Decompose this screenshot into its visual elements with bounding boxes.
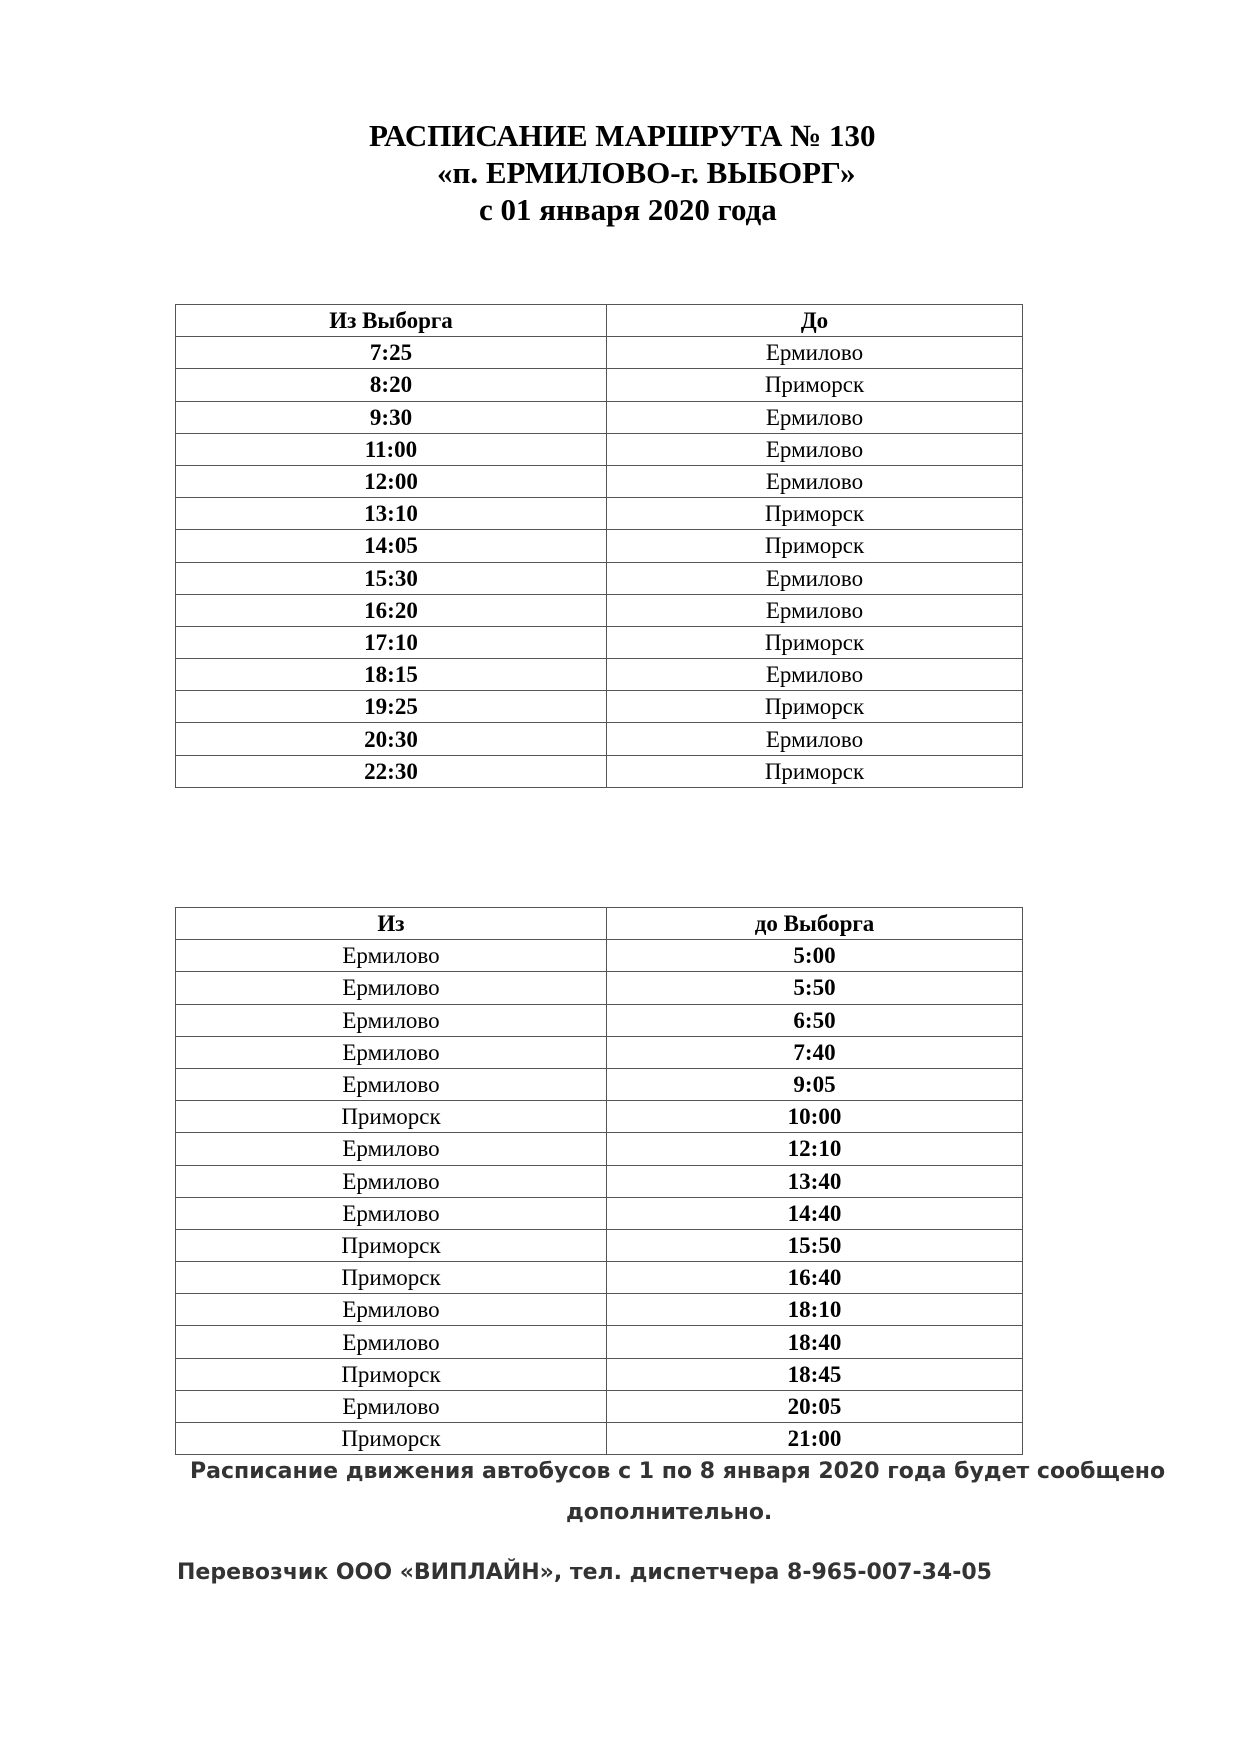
departure-time-cell: 14:40 bbox=[607, 1197, 1023, 1229]
origin-cell: Ермилово bbox=[176, 1068, 607, 1100]
origin-cell: Ермилово bbox=[176, 1294, 607, 1326]
notice-text: Расписание движения автобусов с 1 по 8 января 2020 года будет сообщено bbox=[190, 1459, 1166, 1484]
departure-time-cell: 15:50 bbox=[607, 1229, 1023, 1261]
table-row bbox=[176, 401, 1023, 433]
departure-time-cell: 7:25 bbox=[176, 337, 607, 369]
table-row bbox=[176, 1197, 1023, 1229]
table-row bbox=[176, 972, 1023, 1004]
departure-time-cell: 16:40 bbox=[607, 1262, 1023, 1294]
origin-cell: Ермилово bbox=[176, 940, 607, 972]
origin-cell: Ермилово bbox=[176, 1165, 607, 1197]
table-row bbox=[176, 1133, 1023, 1165]
departure-time-cell: 19:25 bbox=[176, 691, 607, 723]
destination-cell: Приморск bbox=[607, 691, 1023, 723]
table-row bbox=[176, 1326, 1023, 1358]
departure-time-cell: 18:10 bbox=[607, 1294, 1023, 1326]
destination-cell: Приморск bbox=[607, 755, 1023, 787]
destination-cell: Ермилово bbox=[607, 594, 1023, 626]
departure-time-cell: 15:30 bbox=[176, 562, 607, 594]
column-header-from: Из bbox=[176, 908, 607, 940]
destination-cell: Приморск bbox=[607, 498, 1023, 530]
destination-cell: Ермилово bbox=[607, 337, 1023, 369]
table-row bbox=[176, 723, 1023, 755]
departure-time-cell: 20:05 bbox=[607, 1390, 1023, 1422]
origin-cell: Приморск bbox=[176, 1101, 607, 1133]
table-row bbox=[176, 1165, 1023, 1197]
table-row bbox=[176, 1423, 1023, 1455]
route-name: «п. ЕРМИЛОВО-г. ВЫБОРГ» bbox=[437, 155, 856, 190]
table-row bbox=[176, 1004, 1023, 1036]
origin-cell: Ермилово bbox=[176, 1197, 607, 1229]
origin-cell: Приморск bbox=[176, 1423, 607, 1455]
carrier-contact: Перевозчик ООО «ВИПЛАЙН», тел. диспетчера 8-965-007-34-05 bbox=[177, 1560, 992, 1585]
table-row bbox=[176, 498, 1023, 530]
destination-cell: Ермилово bbox=[607, 433, 1023, 465]
origin-cell: Ермилово bbox=[176, 1004, 607, 1036]
table-row bbox=[176, 530, 1023, 562]
origin-cell: Ермилово bbox=[176, 972, 607, 1004]
table-row bbox=[176, 562, 1023, 594]
destination-cell: Приморск bbox=[607, 530, 1023, 562]
origin-cell: Приморск bbox=[176, 1229, 607, 1261]
departure-time-cell: 7:40 bbox=[607, 1036, 1023, 1068]
departure-time-cell: 13:10 bbox=[176, 498, 607, 530]
table-row bbox=[176, 1068, 1023, 1100]
departure-time-cell: 13:40 bbox=[607, 1165, 1023, 1197]
table-row bbox=[176, 369, 1023, 401]
destination-cell: Ермилово bbox=[607, 723, 1023, 755]
departure-time-cell: 21:00 bbox=[607, 1423, 1023, 1455]
table-row bbox=[176, 1390, 1023, 1422]
departure-time-cell: 6:50 bbox=[607, 1004, 1023, 1036]
column-header-to-vyborg: до Выборга bbox=[607, 908, 1023, 940]
table-header-row bbox=[176, 305, 1023, 337]
destination-cell: Приморск bbox=[607, 626, 1023, 658]
origin-cell: Ермилово bbox=[176, 1036, 607, 1068]
departure-time-cell: 20:30 bbox=[176, 723, 607, 755]
departure-time-cell: 18:15 bbox=[176, 659, 607, 691]
departure-time-cell: 18:40 bbox=[607, 1326, 1023, 1358]
table-row bbox=[176, 433, 1023, 465]
departure-time-cell: 10:00 bbox=[607, 1101, 1023, 1133]
destination-cell: Ермилово bbox=[607, 465, 1023, 497]
column-header-to: До bbox=[607, 305, 1023, 337]
table-row bbox=[176, 755, 1023, 787]
destination-cell: Ермилово bbox=[607, 562, 1023, 594]
table-header-row bbox=[176, 908, 1023, 940]
departure-time-cell: 9:30 bbox=[176, 401, 607, 433]
departure-time-cell: 18:45 bbox=[607, 1358, 1023, 1390]
table-row bbox=[176, 594, 1023, 626]
table-row bbox=[176, 1229, 1023, 1261]
departure-time-cell: 12:00 bbox=[176, 465, 607, 497]
destination-cell: Ермилово bbox=[607, 659, 1023, 691]
destination-cell: Приморск bbox=[607, 369, 1023, 401]
column-header-from-vyborg: Из Выборга bbox=[176, 305, 607, 337]
table-row bbox=[176, 940, 1023, 972]
departure-time-cell: 5:50 bbox=[607, 972, 1023, 1004]
origin-cell: Ермилово bbox=[176, 1326, 607, 1358]
outbound-rows bbox=[176, 337, 1023, 788]
table-row bbox=[176, 626, 1023, 658]
departure-time-cell: 14:05 bbox=[176, 530, 607, 562]
destination-cell: Ермилово bbox=[607, 401, 1023, 433]
effective-date: с 01 января 2020 года bbox=[479, 192, 777, 227]
table-row bbox=[176, 337, 1023, 369]
departure-time-cell: 5:00 bbox=[607, 940, 1023, 972]
notice-text-continued: дополнительно. bbox=[566, 1500, 773, 1525]
table-row bbox=[176, 1101, 1023, 1133]
inbound-schedule-table bbox=[175, 907, 1023, 1455]
table-row bbox=[176, 1036, 1023, 1068]
departure-time-cell: 12:10 bbox=[607, 1133, 1023, 1165]
origin-cell: Ермилово bbox=[176, 1390, 607, 1422]
departure-time-cell: 11:00 bbox=[176, 433, 607, 465]
origin-cell: Ермилово bbox=[176, 1133, 607, 1165]
table-row bbox=[176, 1358, 1023, 1390]
inbound-rows bbox=[176, 940, 1023, 1455]
table-row bbox=[176, 691, 1023, 723]
table-row bbox=[176, 1262, 1023, 1294]
departure-time-cell: 16:20 bbox=[176, 594, 607, 626]
departure-time-cell: 9:05 bbox=[607, 1068, 1023, 1100]
departure-time-cell: 22:30 bbox=[176, 755, 607, 787]
schedule-title: РАСПИСАНИЕ МАРШРУТА № 130 bbox=[369, 118, 876, 153]
table-row bbox=[176, 659, 1023, 691]
departure-time-cell: 8:20 bbox=[176, 369, 607, 401]
origin-cell: Приморск bbox=[176, 1358, 607, 1390]
origin-cell: Приморск bbox=[176, 1262, 607, 1294]
outbound-schedule-table bbox=[175, 304, 1023, 788]
table-row bbox=[176, 465, 1023, 497]
departure-time-cell: 17:10 bbox=[176, 626, 607, 658]
table-row bbox=[176, 1294, 1023, 1326]
